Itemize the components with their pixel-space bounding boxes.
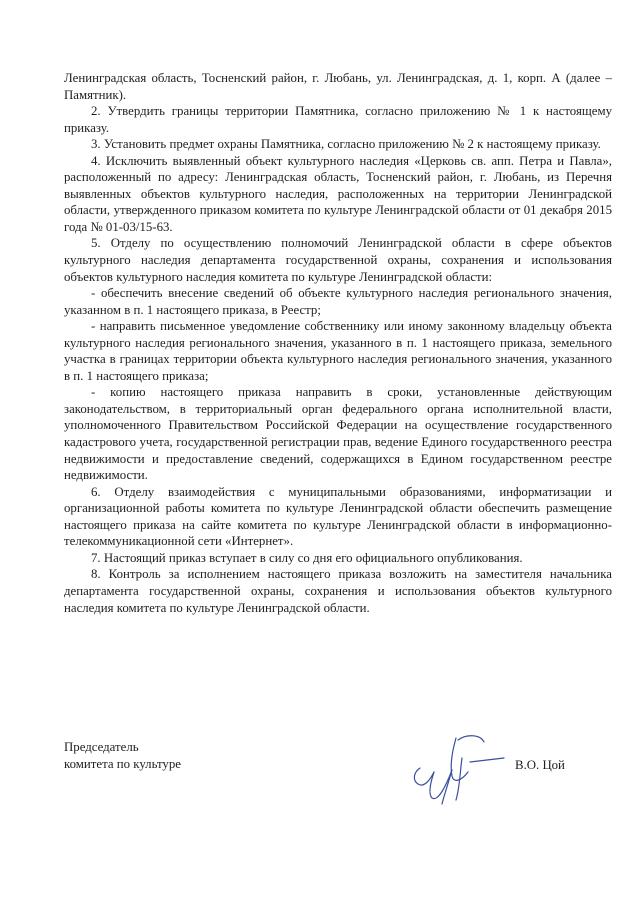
- paragraph-item-8: 8. Контроль за исполнением настоящего приказа возложить на заместителя начальника департамента государственной охраны, сохранения и использования объектов культурного наследия комитета по культуре Ленинградской области.: [64, 567, 612, 615]
- signatory-name: В.О. Цой: [515, 758, 565, 772]
- paragraph-item-5-bullet-3: - копию настоящего приказа направить в сроки, установленные действующим законодательством, в территориальный орган федерального органа исполнительной власти, уполномоченного Правительством Российской Федерации на осуществление государственного кадастрового учета, государственной регистрации прав, ведение Единого государственного реестра недвижимости и предоставление сведений, содержащихся в Едином государственном реестре недвижимости.: [64, 385, 612, 483]
- paragraph-item-5-bullet-2: - направить письменное уведомление собственнику или иному законному владельцу объекта культурного наследия регионального значения, указанного в п. 1 настоящего приказа, земельного участка в границах территории объекта культурного наследия регионального значения, указанного в п. 1 настоящего приказа;: [64, 319, 612, 383]
- paragraph-item-5: 5. Отделу по осуществлению полномочий Ленинградской области в сфере объектов культурного наследия департамента государственной охраны, сохранения и использования объектов культурного наследия комитета по культуре Ленинградской области:: [64, 236, 612, 284]
- paragraph-item-2: 2. Утвердить границы территории Памятника, согласно приложению № 1 к настоящему приказу.: [64, 104, 612, 135]
- signatory-title: [64, 739, 181, 772]
- signatory-title-line-2: комитета по культуре: [64, 756, 181, 771]
- handwritten-signature: [400, 728, 510, 808]
- paragraph-item-6: 6. Отделу взаимодействия с муниципальными образованиями, информатизации и организационной работы комитета по культуре Ленинградской области обеспечить размещение настоящего приказа на сайте комитета по культуре Ленинградской области в информационно-телекоммуникационной сети «Интернет».: [64, 484, 612, 549]
- document-body: [64, 70, 612, 616]
- signatory-title-line-1: Председатель: [64, 740, 139, 754]
- paragraph-item-5-bullet-1: - обеспечить внесение сведений об объекте культурного наследия регионального значения, указанном в п. 1 настоящего приказа, в Реестр;: [64, 286, 612, 317]
- paragraph-item-7: 7. Настоящий приказ вступает в силу со дня его официального опубликования.: [91, 550, 523, 565]
- paragraph-item-4: 4. Исключить выявленный объект культурного наследия «Церковь св. апп. Петра и Павла», расположенный по адресу: Ленинградская область, Тосненский район, г. Любань, из Перечня выявленных объектов культурного наследия, расположенных на территории Ленинградской области, утвержденного приказом комитета по культуре Ленинградской области от 01 декабря 2015 года № 01-03/15-63.: [64, 153, 612, 234]
- paragraph-address-continuation: Ленинградская область, Тосненский район, г. Любань, ул. Ленинградская, д. 1, корп. А (далее – Памятник).: [64, 71, 612, 102]
- paragraph-item-3: 3. Установить предмет охраны Памятника, согласно приложению № 2 к настоящему приказу.: [91, 137, 601, 152]
